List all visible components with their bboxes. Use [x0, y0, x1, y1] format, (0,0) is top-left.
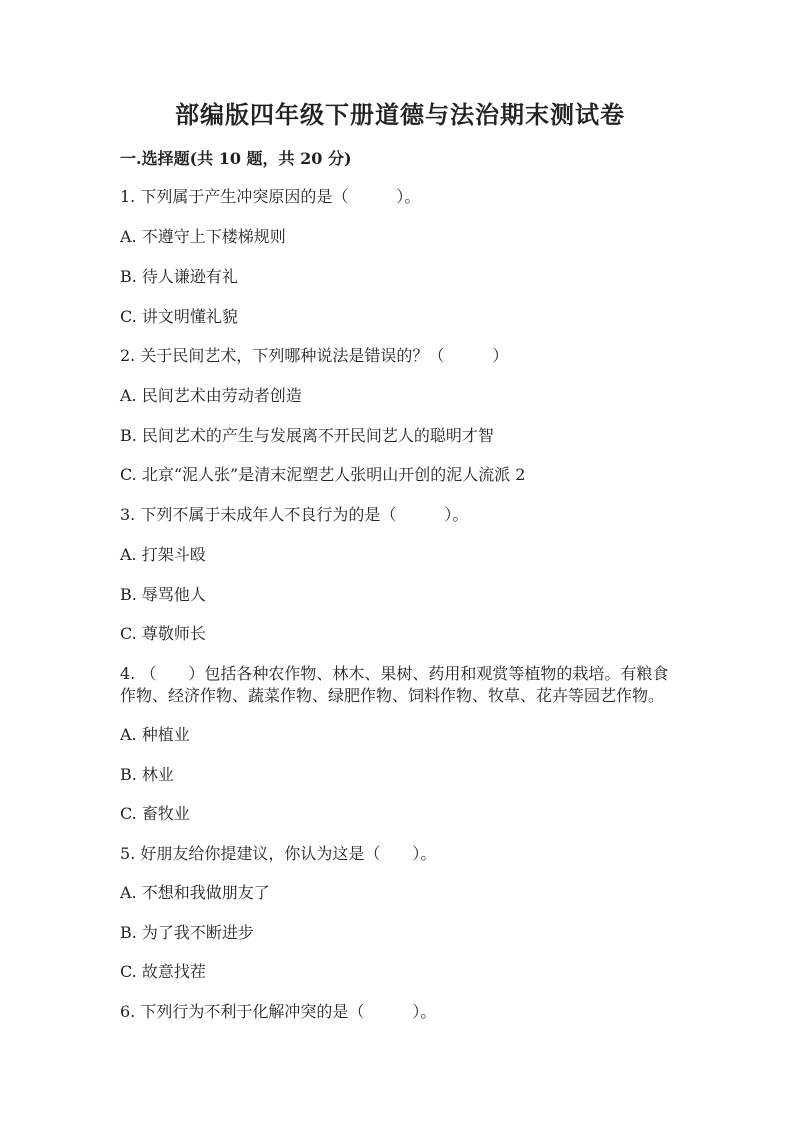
question-3-option-b: B. 辱骂他人	[120, 585, 206, 604]
section-heading: 一.选择题(共 10 题，共 20 分)	[120, 149, 352, 168]
question-3-stem: 3. 下列不属于未成年人不良行为的是（ ）。	[120, 505, 469, 524]
question-3-option-c: C. 尊敬师长	[120, 624, 206, 643]
question-4-option-b: B. 林业	[120, 765, 174, 784]
question-2-stem: 2. 关于民间艺术，下列哪种说法是错误的？（ ）	[120, 346, 509, 365]
question-5-option-a: A. 不想和我做朋友了	[120, 883, 270, 902]
page-title: 部编版四年级下册道德与法治期末测试卷	[175, 100, 625, 129]
question-5-option-b: B. 为了我不断进步	[120, 923, 254, 942]
question-1-option-a: A. 不遵守上下楼梯规则	[120, 227, 286, 246]
question-4-option-a: A. 种植业	[120, 725, 190, 744]
question-5-option-c: C. 故意找茬	[120, 962, 206, 981]
question-2-option-c: C. 北京“泥人张”是清末泥塑艺人张明山开创的泥人流派 2	[120, 465, 526, 484]
question-4-option-c: C. 畜牧业	[120, 804, 190, 823]
question-4-stem: 4. （ ）包括各种农作物、林木、果树、药用和观赏等植物的栽培。有粮食作物、经济作物、蔬菜作物、绿肥作物、饲料作物、牧草、花卉等园艺作物。	[120, 664, 669, 705]
question-1-option-b: B. 待人谦逊有礼	[120, 267, 238, 286]
question-5-stem: 5. 好朋友给你提建议，你认为这是（ ）。	[120, 844, 437, 863]
question-2-option-a: A. 民间艺术由劳动者创造	[120, 386, 302, 405]
question-3-option-a: A. 打架斗殴	[120, 545, 206, 564]
question-1-stem: 1. 下列属于产生冲突原因的是（ ）。	[120, 187, 421, 206]
question-6-stem: 6. 下列行为不利于化解冲突的是（ ）。	[120, 1002, 437, 1021]
question-2-option-b: B. 民间艺术的产生与发展离不开民间艺人的聪明才智	[120, 426, 494, 445]
question-1-option-c: C. 讲文明懂礼貌	[120, 307, 238, 326]
